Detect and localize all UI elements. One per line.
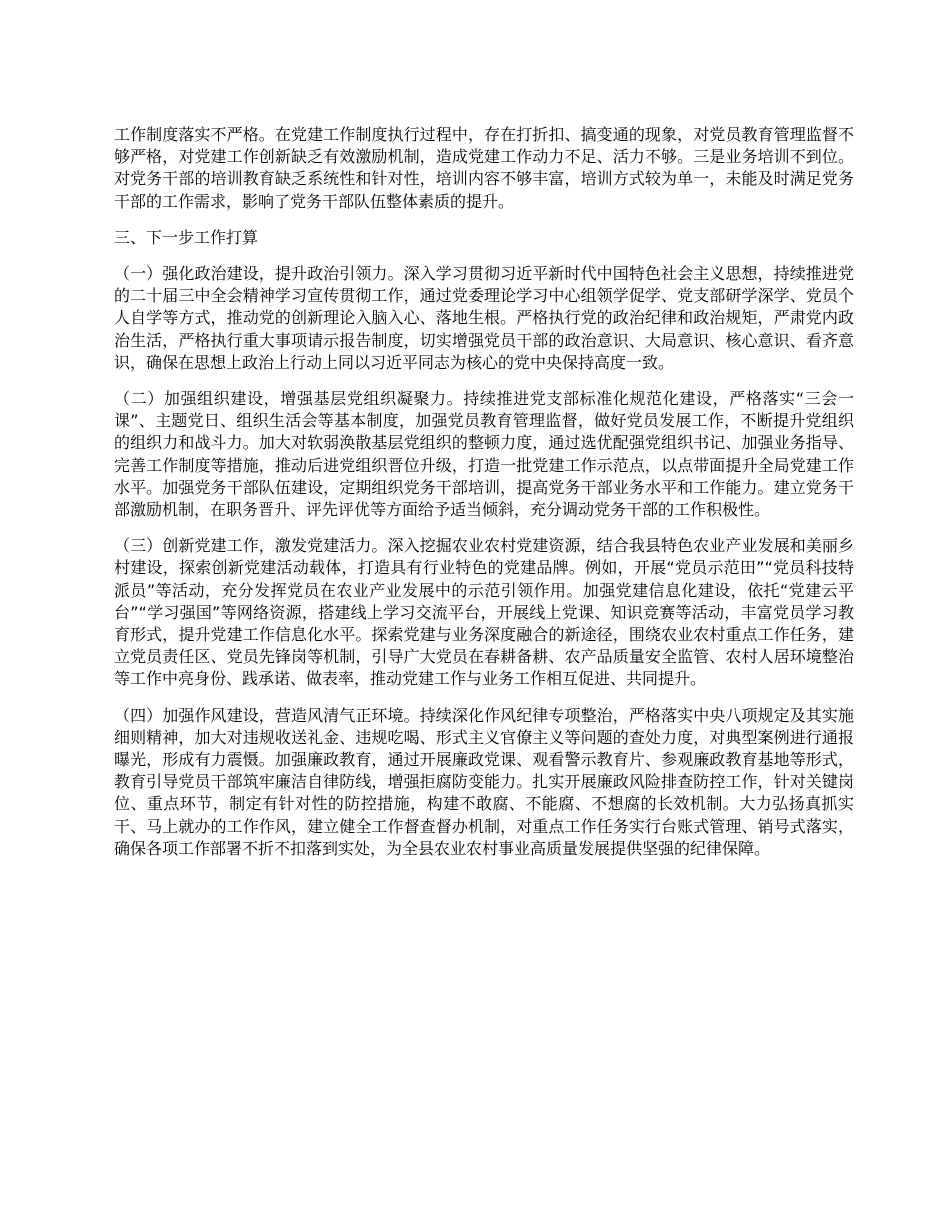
document-body: [114, 124, 854, 874]
section-heading: 三、下一步工作打算: [114, 227, 259, 247]
paragraph-work-style: （四）加强作风建设，营造风清气正环境。持续深化作风纪律专项整治，严格落实中央八项规定及其实施细则精神，加大对违规收送礼金、违规吃喝、形式主义官僚主义等问题的查处力度，对典型案例进行通报曝光，形成有力震慑。加强廉政教育，通过开展廉政党课、观看警示教育片、参观廉政教育基地等形式，教育引导党员干部筑牢廉洁自律防线，增强拒腐防变能力。扎实开展廉政风险排查防控工作，针对关键岗位、重点环节，制定有针对性的防控措施，构建不敢腐、不能腐、不想腐的长效机制。大力弘扬真抓实干、马上就办的工作作风，建立健全工作督查督办机制，对重点工作任务实行台账式管理、销号式落实，确保各项工作部署不折不扣落到实处，为全县农业农村事业高质量发展提供坚强的纪律保障。: [114, 705, 854, 858]
paragraph-party-innovation: （三）创新党建工作，激发党建活力。深入挖掘农业农村党建资源，结合我县特色农业产业发展和美丽乡村建设，探索创新党建活动载体，打造具有行业特色的党建品牌。例如，开展“党员示范田”“党员科技特派员”等活动，充分发挥党员在农业产业发展中的示范引领作用。加强党建信息化建设，依托“党建云平台”“学习强国”等网络资源，搭建线上学习交流平台，开展线上党课、知识竞赛等活动，丰富党员学习教育形式，提升党建工作信息化水平。探索党建与业务深度融合的新途径，围绕农业农村重点工作任务，建立党员责任区、党员先锋岗等机制，引导广大党员在春耕备耕、农产品质量安全监管、农村人居环境整治等工作中亮身份、践承诺、做表率，推动党建工作与业务工作相互促进、共同提升。: [114, 536, 854, 689]
paragraph-organization-construction: （二）加强组织建设，增强基层党组织凝聚力。持续推进党支部标准化规范化建设，严格落实“三会一课”、主题党日、组织生活会等基本制度，加强党员教育管理监督，做好党员发展工作，不断提升党组织的组织力和战斗力。加大对软弱涣散基层党组织的整顿力度，通过选优配强党组织书记、加强业务指导、完善工作制度等措施，推动后进党组织晋位升级，打造一批党建工作示范点，以点带面提升全局党建工作水平。加强党务干部队伍建设，定期组织党务干部培训，提高党务干部业务水平和工作能力。建立党务干部激励机制，在职务晋升、评先评优等方面给予适当倾斜，充分调动党务干部的工作积极性。: [114, 389, 854, 520]
paragraph-political-construction: （一）强化政治建设，提升政治引领力。深入学习贯彻习近平新时代中国特色社会主义思想，持续推进党的二十届三中全会精神学习宣传贯彻工作，通过党委理论学习中心组领学促学、党支部研学深学、党员个人自学等方式，推动党的创新理论入脑入心、落地生根。严格执行党的政治纪律和政治规矩，严肃党内政治生活，严格执行重大事项请示报告制度，切实增强党员干部的政治意识、大局意识、核心意识、看齐意识，确保在思想上政治上行动上同以习近平同志为核心的党中央保持高度一致。: [114, 264, 854, 372]
intro-paragraph: 工作制度落实不严格。在党建工作制度执行过程中，存在打折扣、搞变通的现象，对党员教育管理监督不够严格，对党建工作创新缺乏有效激励机制，造成党建工作动力不足、活力不够。三是业务培训不到位。对党务干部的培训教育缺乏系统性和针对性，培训内容不够丰富，培训方式较为单一，未能及时满足党务干部的工作需求，影响了党务干部队伍整体素质的提升。: [114, 125, 854, 211]
